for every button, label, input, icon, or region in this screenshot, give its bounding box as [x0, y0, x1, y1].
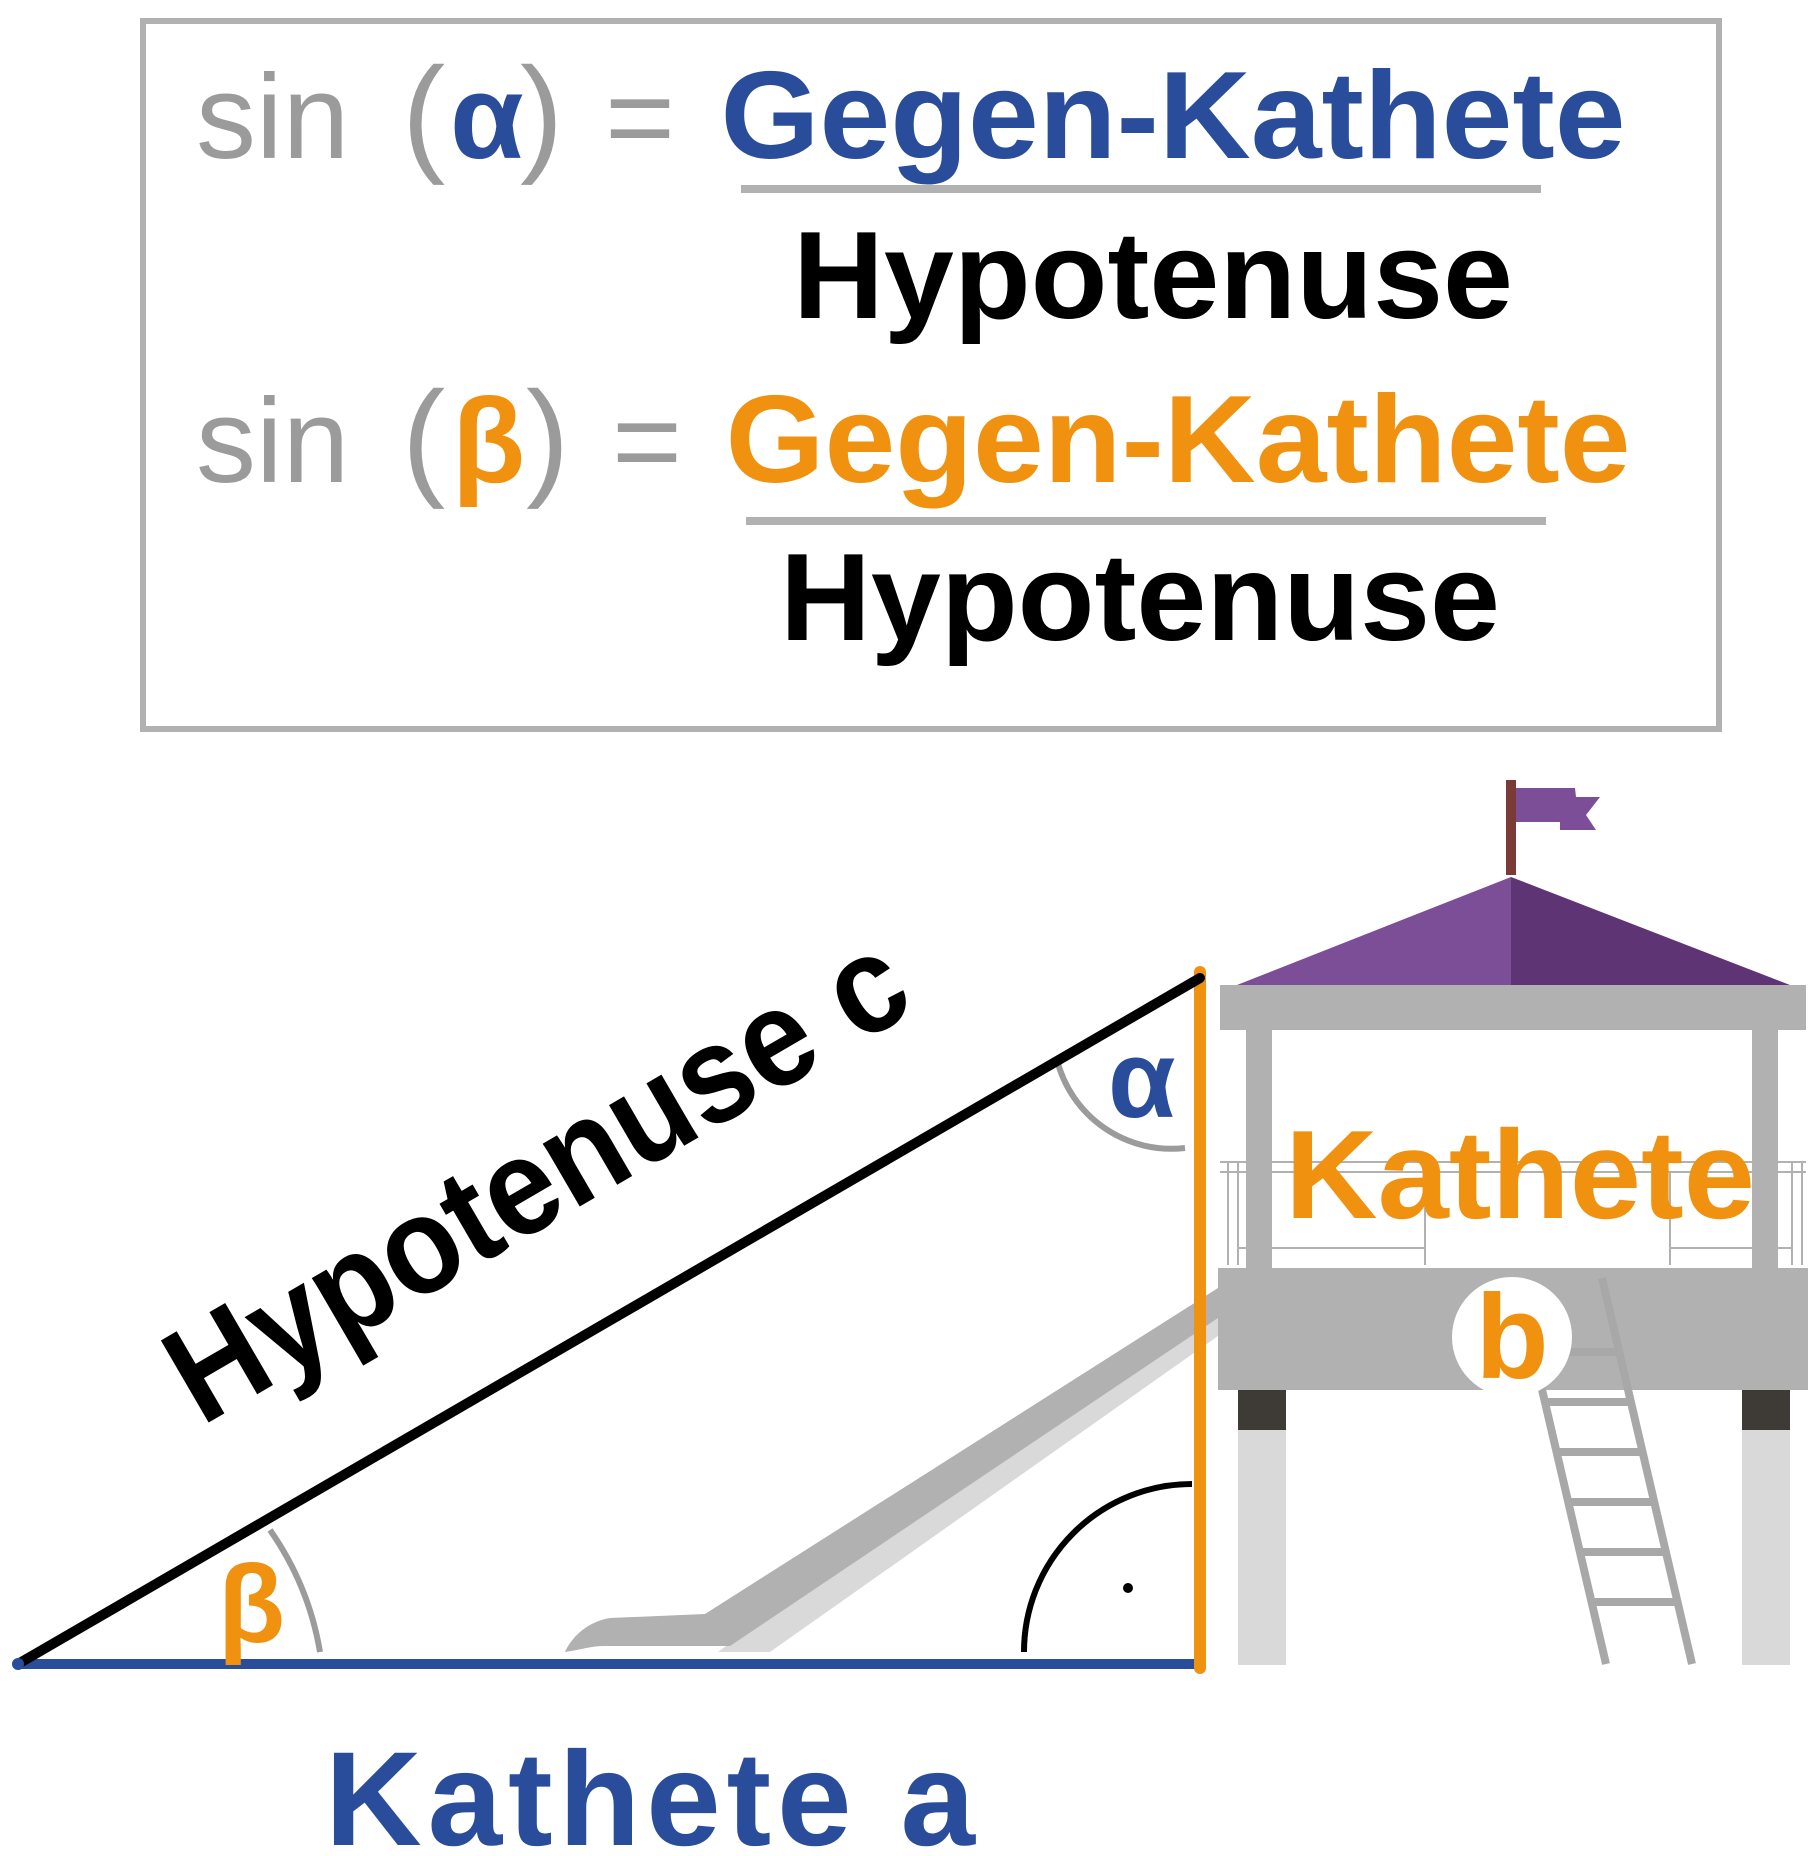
angle-alpha-label: α — [1108, 1018, 1176, 1141]
right-angle-arc — [1024, 1484, 1192, 1652]
leg-left — [1238, 1430, 1286, 1665]
close-paren-1: ) — [520, 40, 564, 186]
slide — [565, 1288, 1218, 1652]
tower-post-left — [1246, 1030, 1272, 1270]
roof-beam — [1220, 985, 1806, 1030]
equals-1: = — [605, 50, 676, 184]
slide-rail — [565, 1288, 1218, 1652]
sin-prefix-1: sin — [196, 50, 350, 184]
roof-left — [1237, 877, 1511, 985]
angle-alpha-formula: α — [450, 50, 524, 184]
right-angle-dot — [1123, 1583, 1133, 1593]
denominator-hypotenuse-2: Hypotenuse — [780, 529, 1500, 667]
vertex-dot — [12, 1658, 24, 1670]
angle-beta-formula: β — [452, 374, 526, 508]
equals-2: = — [612, 374, 683, 508]
numerator-gegen-kathete-1: Gegen-Kathete — [720, 47, 1626, 185]
close-paren-2: ) — [526, 364, 570, 510]
open-paren-2: ( — [402, 364, 446, 510]
flag-icon — [1516, 788, 1600, 830]
kathete-b-word: Kathete — [1285, 1104, 1755, 1245]
leg-top-left — [1238, 1390, 1286, 1430]
flag-pole — [1506, 780, 1516, 875]
tower-post-right — [1752, 1030, 1778, 1270]
kathete-a-label: Kathete a — [325, 1725, 975, 1851]
angle-beta-label: β — [218, 1543, 286, 1666]
denominator-hypotenuse-1: Hypotenuse — [793, 207, 1513, 345]
kathete-b-letter: b — [1475, 1270, 1549, 1404]
open-paren-1: ( — [402, 40, 446, 186]
leg-top-right — [1742, 1390, 1790, 1430]
hypotenuse-c-label: Hypotenuse c — [138, 864, 999, 1453]
roof-right — [1511, 877, 1790, 985]
sin-prefix-2: sin — [196, 374, 350, 508]
numerator-gegen-kathete-2: Gegen-Kathete — [725, 371, 1631, 509]
leg-right — [1742, 1430, 1790, 1665]
